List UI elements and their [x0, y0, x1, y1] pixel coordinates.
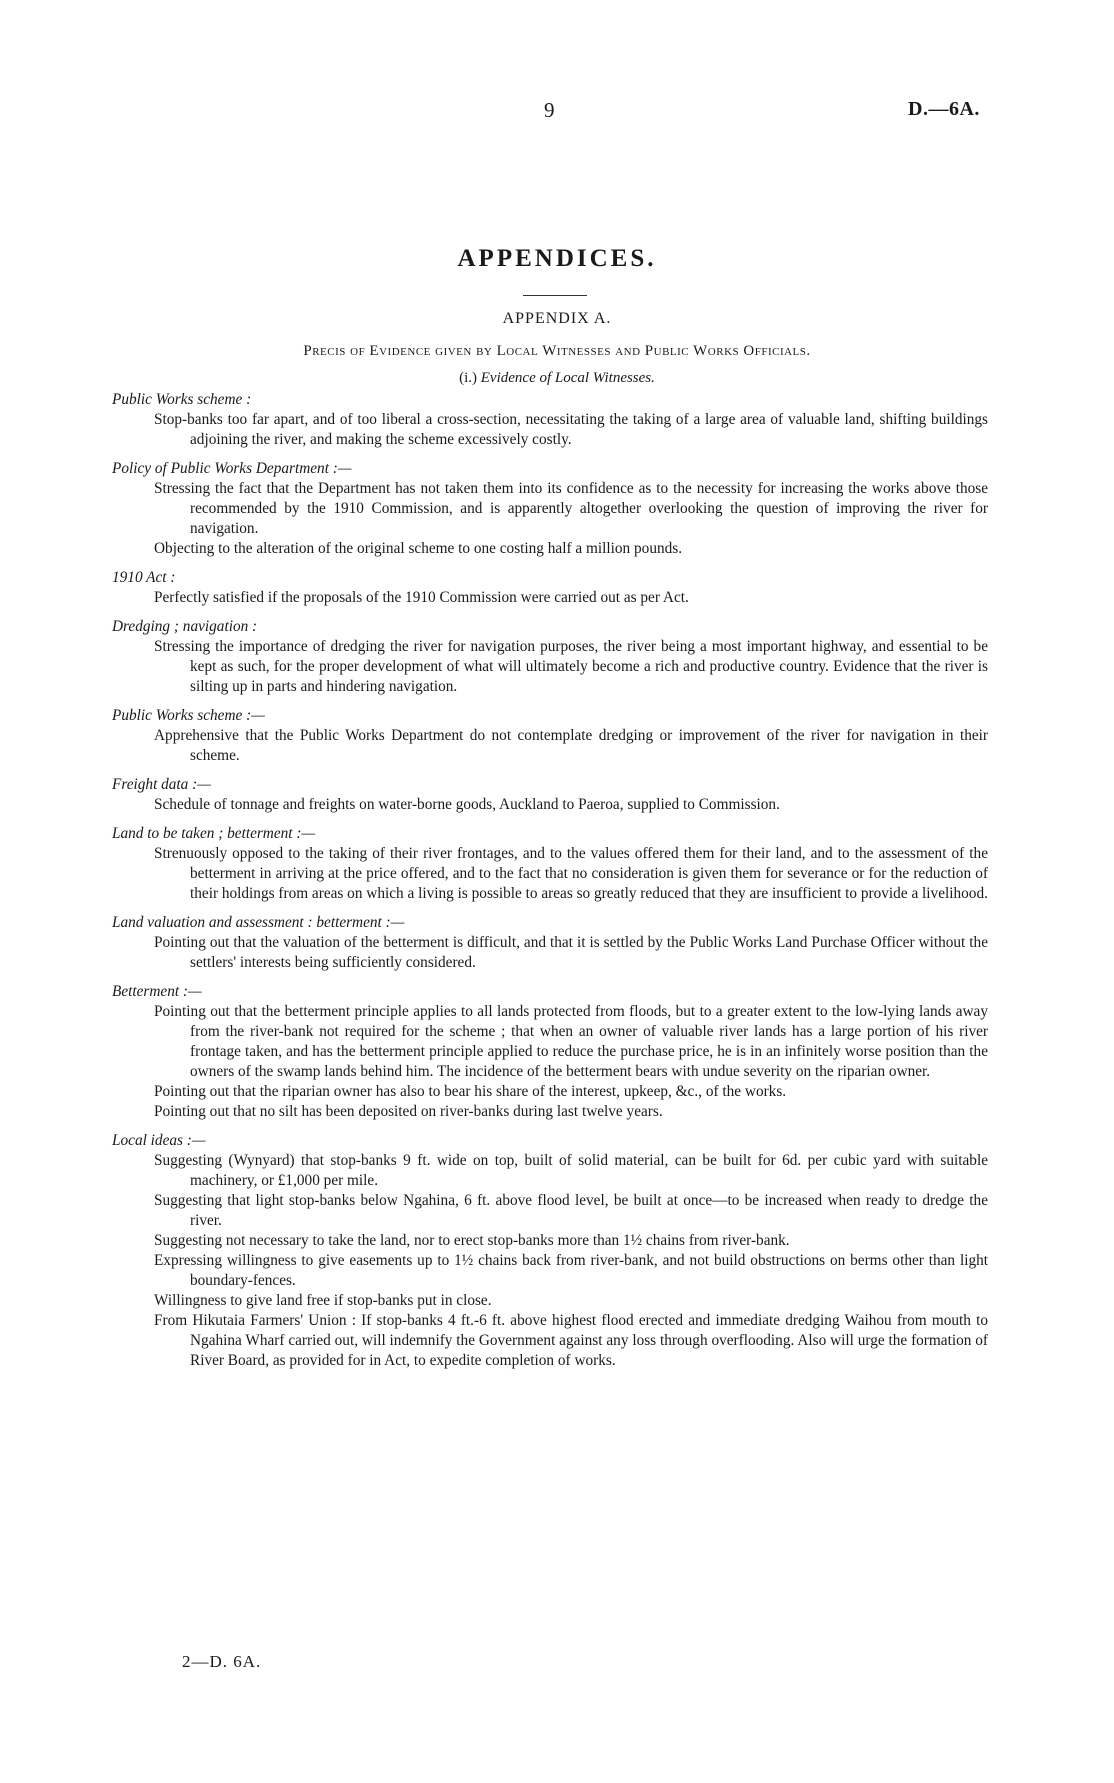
paragraph: Pointing out that the riparian owner has also to bear his share of the interest, upkeep, &c., of the works.	[154, 1083, 787, 1100]
paragraph: Objecting to the alteration of the original scheme to one costing half a million pounds.	[154, 540, 683, 557]
subsection-number: (i.)	[459, 370, 478, 386]
section	[112, 775, 988, 815]
section-heading: Public Works scheme :	[112, 391, 252, 408]
paragraph: Stressing the fact that the Department has not taken them into its confidence as to the necessity for increasing the works above those recommended by the 1910 Commission, and is apparently altogether overlooking the question of improving the river for navigation.	[154, 480, 988, 537]
paragraph: Stressing the importance of dredging the river for navigation purposes, the river being a most important highway, and essential to be kept as such, for the proper development of what will ultimately become a rich and productive country. Evidence that the river is silting up in parts and hindering navigation.	[154, 638, 988, 695]
paragraph: Expressing willingness to give easements up to 1½ chains back from river-bank, and not build obstructions on berms other than light boundary-fences.	[154, 1252, 988, 1289]
paragraph: Suggesting (Wynyard) that stop-banks 9 ft. wide on top, built of solid material, can be built for 6d. per cubic yard with suitable machinery, or £1,000 per mile.	[154, 1152, 988, 1189]
section	[112, 617, 988, 697]
paragraph: Pointing out that the valuation of the betterment is difficult, and that it is settled by the Public Works Land Purchase Officer without the settlers' interests being sufficiently considered.	[154, 934, 988, 971]
paragraph: Pointing out that the betterment principle applies to all lands protected from floods, but to a greater extent to the low-lying lands away from the river-bank not required for the scheme ; that when an owner of valuable river lands has a large portion of his river frontage taken, and has the betterment principle applied to reduce the purchase price, he is in an infinitely worse position than the owners of the swamp lands behind him. The incidence of the betterment bears with undue severity on the riparian owner.	[154, 1003, 988, 1080]
section-heading: Policy of Public Works Department :—	[112, 460, 352, 477]
document-body	[112, 390, 988, 1380]
section-heading: Freight data :—	[112, 776, 211, 793]
appendix-label: APPENDIX A.	[502, 310, 612, 327]
section	[112, 913, 988, 973]
subsection-heading	[0, 370, 1114, 387]
document-code: D.—6A.	[908, 98, 980, 120]
paragraph: Willingness to give land free if stop-banks put in close.	[154, 1292, 492, 1309]
section	[112, 568, 988, 608]
section-heading: Dredging ; navigation :	[112, 618, 258, 635]
section	[112, 459, 988, 559]
section-heading: Local ideas :—	[112, 1132, 206, 1149]
footer-signature: 2—D. 6A.	[182, 1652, 262, 1671]
paragraph: Suggesting that light stop-banks below Ngahina, 6 ft. above flood level, be built at once—to be increased when ready to dredge the river.	[154, 1192, 988, 1229]
title-divider	[523, 295, 587, 296]
section	[112, 390, 988, 450]
paragraph: Apprehensive that the Public Works Department do not contemplate dredging or improvement of the river for navigation in their scheme.	[154, 727, 988, 764]
paragraph: Suggesting not necessary to take the land, nor to erect stop-banks more than 1½ chains from river-bank.	[154, 1232, 790, 1249]
paragraph: From Hikutaia Farmers' Union : If stop-banks 4 ft.-6 ft. above highest flood erected and immediate dredging Waihou from mouth to Ngahina Wharf carried out, will indemnify the Government against any loss through overflooding. Also will urge the formation of River Board, as provided for in Act, to expedite completion of works.	[154, 1312, 988, 1369]
section	[112, 824, 988, 904]
section-heading: Public Works scheme :—	[112, 707, 265, 724]
section-heading: Betterment :—	[112, 983, 202, 1000]
page-title: APPENDICES.	[457, 245, 657, 272]
paragraph: Stop-banks too far apart, and of too liberal a cross-section, necessitating the taking of a large area of valuable land, shifting buildings adjoining the river, and making the scheme excessively costly.	[154, 411, 988, 448]
precis-title: Precis of Evidence given by Local Witnesses and Public Works Officials.	[303, 343, 811, 359]
section-heading: 1910 Act :	[112, 569, 176, 586]
page-number: 9	[544, 98, 555, 122]
paragraph: Perfectly satisfied if the proposals of the 1910 Commission were carried out as per Act.	[154, 589, 689, 606]
paragraph: Pointing out that no silt has been deposited on river-banks during last twelve years.	[154, 1103, 663, 1120]
subsection-title: Evidence of Local Witnesses.	[480, 370, 655, 386]
paragraph: Strenuously opposed to the taking of their river frontages, and to the values offered them for their land, and to the assessment of the betterment in arriving at the price offered, and to the fact that no consideration is given them for severance or for the reduction of their holdings from areas on which a living is possible to areas so greatly reduced that they are insufficient to provide a livelihood.	[154, 845, 988, 902]
section	[112, 706, 988, 766]
paragraph: Schedule of tonnage and freights on water-borne goods, Auckland to Paeroa, supplied to Commission.	[154, 796, 780, 813]
section-heading: Land valuation and assessment : betterment :—	[112, 914, 405, 931]
section-heading: Land to be taken ; betterment :—	[112, 825, 316, 842]
section	[112, 1131, 988, 1371]
section	[112, 982, 988, 1122]
